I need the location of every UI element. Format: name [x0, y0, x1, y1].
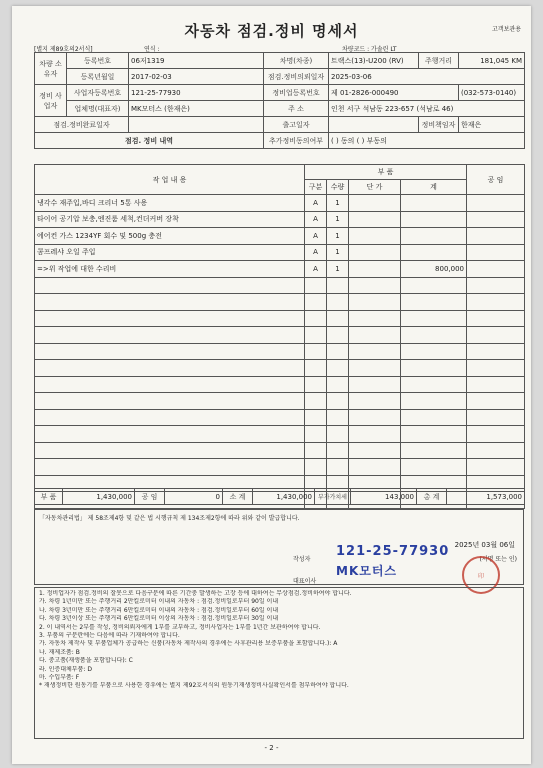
- work-row: [35, 310, 525, 327]
- model-label: 차명(차종): [264, 53, 329, 69]
- work-kind: A: [305, 244, 327, 261]
- issue-date: 2025년 03월 06일: [454, 541, 515, 549]
- work-unit: [349, 294, 401, 311]
- work-kind: [305, 442, 327, 459]
- work-row: [35, 360, 525, 377]
- work-kind: [305, 327, 327, 344]
- consent-value: ( ) 동의 ( ) 부동의: [329, 133, 525, 149]
- work-qty: [327, 310, 349, 327]
- work-row: [35, 261, 525, 278]
- out-date-value: [329, 117, 419, 133]
- work-kind: [305, 294, 327, 311]
- details-label: 점검. 정비 내역: [35, 133, 264, 149]
- totals-table: [34, 488, 525, 505]
- work-desc: [35, 343, 305, 360]
- shop-name-label: 업체명(대표자): [67, 101, 129, 117]
- work-qty: [327, 442, 349, 459]
- work-total: [401, 343, 467, 360]
- document-title: 자동차 점검.정비 명세서: [184, 22, 359, 40]
- work-qty: [327, 294, 349, 311]
- work-kind: [305, 459, 327, 476]
- work-unit: [349, 442, 401, 459]
- col-unit: 단 가: [349, 180, 401, 195]
- work-desc: [35, 426, 305, 443]
- work-desc: [35, 442, 305, 459]
- work-desc: [35, 327, 305, 344]
- work-unit: [349, 360, 401, 377]
- work-kind: [305, 310, 327, 327]
- shop-phone: (032-573-0140): [459, 85, 525, 101]
- work-qty: 1: [327, 228, 349, 245]
- work-qty: 1: [327, 244, 349, 261]
- subtotal-value: 1,430,000: [253, 489, 315, 505]
- work-row: [35, 211, 525, 228]
- vehicle-code: 차량코드 : 가솔린 LT: [342, 46, 397, 53]
- work-unit: [349, 244, 401, 261]
- work-desc: 콤프레샤 오일 주입: [35, 244, 305, 261]
- reg-no-label: 등록번호: [67, 53, 129, 69]
- work-kind: [305, 409, 327, 426]
- work-row: [35, 327, 525, 344]
- work-qty: [327, 277, 349, 294]
- notice-line: 마. 수입부품: F: [39, 674, 80, 682]
- issuer-label: 작성자: [293, 556, 311, 563]
- work-total: [401, 195, 467, 212]
- notice-line: 나. 재제조품: B: [39, 648, 80, 656]
- work-header-labor: 공 임: [467, 165, 525, 195]
- work-row: [35, 228, 525, 245]
- official-seal-icon: 印: [462, 556, 500, 594]
- work-total: [401, 244, 467, 261]
- notice-line: 가. 자동차 제작사 및 부품업체가 공급하는 신품(자동차 제작사의 경우에는 사후관리용 보증부품을 포함합니다.): A: [39, 640, 338, 648]
- work-total: [401, 442, 467, 459]
- work-total: [401, 277, 467, 294]
- work-qty: [327, 426, 349, 443]
- vat-value: 143,000: [351, 489, 417, 505]
- biz-no-value: 121-25-77930: [129, 85, 264, 101]
- manager-value: 한재은: [459, 117, 525, 133]
- page-number: - 2 -: [264, 744, 279, 752]
- work-labor: [467, 195, 525, 212]
- stamp-business-number: 121-25-77930: [336, 544, 450, 559]
- request-date-label: 점검.정비의뢰일자: [264, 69, 329, 85]
- rep-label: 대표이사: [293, 578, 317, 585]
- work-total: [401, 294, 467, 311]
- copy-label: 고객보관용: [492, 26, 521, 33]
- work-total: [401, 228, 467, 245]
- work-header-item: 작 업 내 용: [35, 165, 305, 195]
- shop-reg-value: 제 01-2826-000490: [329, 85, 459, 101]
- notice-line: 가. 차령 1년미만 또는 주행거리 2만킬로미터 이내의 자동차 : 점검.정비일로부터 90일 이내: [39, 598, 279, 606]
- work-row: [35, 426, 525, 443]
- work-kind: A: [305, 211, 327, 228]
- notice-line: 1. 정비업자가 점검.정비의 잘못으로 다음구분에 따른 기간중 발생하는 고장 등에 대하여는 무상점검.정비하여야 합니다.: [39, 590, 352, 597]
- work-total: [401, 426, 467, 443]
- work-desc: 타이어 공기압 보충,엔진룸 세척,컨더커버 장착: [35, 211, 305, 228]
- work-row: [35, 195, 525, 212]
- work-unit: [349, 409, 401, 426]
- labor-total-label: 공 임: [135, 489, 165, 505]
- work-labor: [467, 228, 525, 245]
- work-labor: [467, 294, 525, 311]
- work-unit: [349, 228, 401, 245]
- parts-total-value: 1,430,000: [63, 489, 135, 505]
- done-date-value: [129, 117, 264, 133]
- work-desc: [35, 376, 305, 393]
- work-labor: [467, 376, 525, 393]
- work-desc: [35, 277, 305, 294]
- work-labor: [467, 261, 525, 278]
- work-qty: [327, 409, 349, 426]
- address-value: 인천 서구 석남동 223-657 (석남로 46): [329, 101, 525, 117]
- work-labor: [467, 393, 525, 410]
- mileage-label: 주행거리: [419, 53, 459, 69]
- work-desc: [35, 360, 305, 377]
- work-kind: [305, 360, 327, 377]
- work-desc: =>위 작업에 대한 수리비: [35, 261, 305, 278]
- work-labor: [467, 459, 525, 476]
- work-unit: [349, 343, 401, 360]
- first-reg-value: 2017-02-03: [129, 69, 264, 85]
- work-unit: [349, 261, 401, 278]
- col-kind: 구분: [305, 180, 327, 195]
- subtotal-label: 소 계: [223, 489, 253, 505]
- notice-line: 라. 인증대체부품: D: [39, 665, 92, 673]
- work-labor: [467, 343, 525, 360]
- work-kind: [305, 343, 327, 360]
- work-total: [401, 409, 467, 426]
- manager-label: 정비책임자: [419, 117, 459, 133]
- work-total: 800,000: [401, 261, 467, 278]
- request-date-value: 2025-03-06: [329, 69, 525, 85]
- work-unit: [349, 310, 401, 327]
- work-qty: 1: [327, 195, 349, 212]
- work-desc: [35, 459, 305, 476]
- notice-box: [34, 587, 524, 739]
- vat-label: 부가가치세: [315, 489, 351, 505]
- work-kind: [305, 376, 327, 393]
- work-qty: [327, 459, 349, 476]
- info-table: [34, 52, 525, 149]
- work-labor: [467, 327, 525, 344]
- work-total: [401, 393, 467, 410]
- work-total: [401, 360, 467, 377]
- notice-line: 다. 중고품(재생품을 포함합니다): C: [39, 657, 133, 665]
- work-kind: [305, 426, 327, 443]
- work-row: [35, 376, 525, 393]
- shop-name-value: MK모터스 (한재은): [129, 101, 264, 117]
- work-labor: [467, 442, 525, 459]
- work-desc: [35, 310, 305, 327]
- work-qty: [327, 376, 349, 393]
- work-labor: [467, 360, 525, 377]
- work-total: [401, 376, 467, 393]
- parts-total-label: 부 품: [35, 489, 63, 505]
- legal-note: 「자동차관리법」 제 58조제4항 및 같은 법 시행규칙 제 134조제2항에 따라 위와 같이 발급합니다.: [39, 515, 300, 522]
- work-labor: [467, 244, 525, 261]
- work-desc: 냉각수 재주입,바디 크리너 5통 사용: [35, 195, 305, 212]
- work-qty: [327, 327, 349, 344]
- work-unit: [349, 195, 401, 212]
- work-unit: [349, 393, 401, 410]
- work-row: [35, 459, 525, 476]
- first-reg-label: 등록년월일: [67, 69, 129, 85]
- out-date-label: 출고일자: [264, 117, 329, 133]
- work-kind: [305, 277, 327, 294]
- form-number: [별지 제89호의2서식]: [34, 46, 93, 53]
- work-desc: [35, 393, 305, 410]
- work-labor: [467, 211, 525, 228]
- year-label: 연식 :: [144, 46, 160, 53]
- work-row: [35, 442, 525, 459]
- work-desc: [35, 294, 305, 311]
- done-date-label: 점검.정비완료일자: [35, 117, 129, 133]
- work-desc: 에어컨 가스 1234YF 회수 및 500g 충전: [35, 228, 305, 245]
- work-unit: [349, 376, 401, 393]
- work-labor: [467, 426, 525, 443]
- work-kind: [305, 393, 327, 410]
- shop-section-label: 정비 사업자: [35, 85, 67, 117]
- notice-line: 나. 차령 3년미만 또는 주행거리 6만킬로미터 이내의 자동차 : 점검.정비일로부터 60일 이내: [39, 606, 279, 614]
- notice-line: 3. 부품의 구분란에는 다음에 따라 기재하여야 합니다.: [39, 632, 180, 640]
- notice-line: 다. 차령 3년이상 또는 주행거리 6만킬로미터 이상의 자동차 : 점검.정비일로부터 30일 이내: [39, 615, 279, 623]
- work-desc: [35, 409, 305, 426]
- work-labor: [467, 277, 525, 294]
- work-qty: 1: [327, 211, 349, 228]
- biz-no-label: 사업자등록번호: [67, 85, 129, 101]
- shop-reg-label: 정비업등록번호: [264, 85, 329, 101]
- consent-label: 추가정비동의여부: [264, 133, 329, 149]
- work-qty: [327, 360, 349, 377]
- work-total: [401, 327, 467, 344]
- notice-line: * 재생정비한 원동기를 부품으로 사용한 경우에는 별지 제92호서식의 원동기재생정비사실확인서를 첨부하여야 합니다.: [39, 682, 349, 690]
- grand-total-label: 총 계: [417, 489, 447, 505]
- work-row: [35, 343, 525, 360]
- work-unit: [349, 277, 401, 294]
- owner-section-label: 차량 소유자: [35, 53, 67, 85]
- work-unit: [349, 426, 401, 443]
- work-unit: [349, 459, 401, 476]
- work-qty: 1: [327, 261, 349, 278]
- grand-total-value: 1,573,000: [447, 489, 525, 505]
- work-unit: [349, 211, 401, 228]
- mileage-value: 181,045 KM: [459, 53, 525, 69]
- work-unit: [349, 327, 401, 344]
- work-total: [401, 310, 467, 327]
- work-row: [35, 294, 525, 311]
- col-total: 계: [401, 180, 467, 195]
- work-row: [35, 393, 525, 410]
- work-qty: [327, 343, 349, 360]
- work-kind: A: [305, 261, 327, 278]
- issuance-box: [34, 509, 524, 585]
- work-labor: [467, 310, 525, 327]
- work-kind: A: [305, 228, 327, 245]
- work-row: [35, 409, 525, 426]
- sign-suffix: (서명 또는 인): [479, 556, 517, 563]
- work-total: [401, 211, 467, 228]
- stamp-business-name: MK모터스: [336, 564, 398, 578]
- model-value: 트랙스(13)-U200 (RV): [329, 53, 419, 69]
- document-sheet: [12, 6, 531, 764]
- work-row: [35, 277, 525, 294]
- labor-total-value: 0: [165, 489, 223, 505]
- work-total: [401, 459, 467, 476]
- work-header-parts: 부 품: [305, 165, 467, 180]
- notice-line: 2. 이 내역서는 2부를 작성, 정비의뢰자에게 1부를 교부하고, 정비사업자는 1부를 1년간 보관하여야 합니다.: [39, 623, 321, 631]
- reg-no-value: 06저1319: [129, 53, 264, 69]
- work-kind: A: [305, 195, 327, 212]
- work-row: [35, 244, 525, 261]
- address-label: 주 소: [264, 101, 329, 117]
- col-qty: 수량: [327, 180, 349, 195]
- work-labor: [467, 409, 525, 426]
- work-table: [34, 164, 525, 509]
- work-qty: [327, 393, 349, 410]
